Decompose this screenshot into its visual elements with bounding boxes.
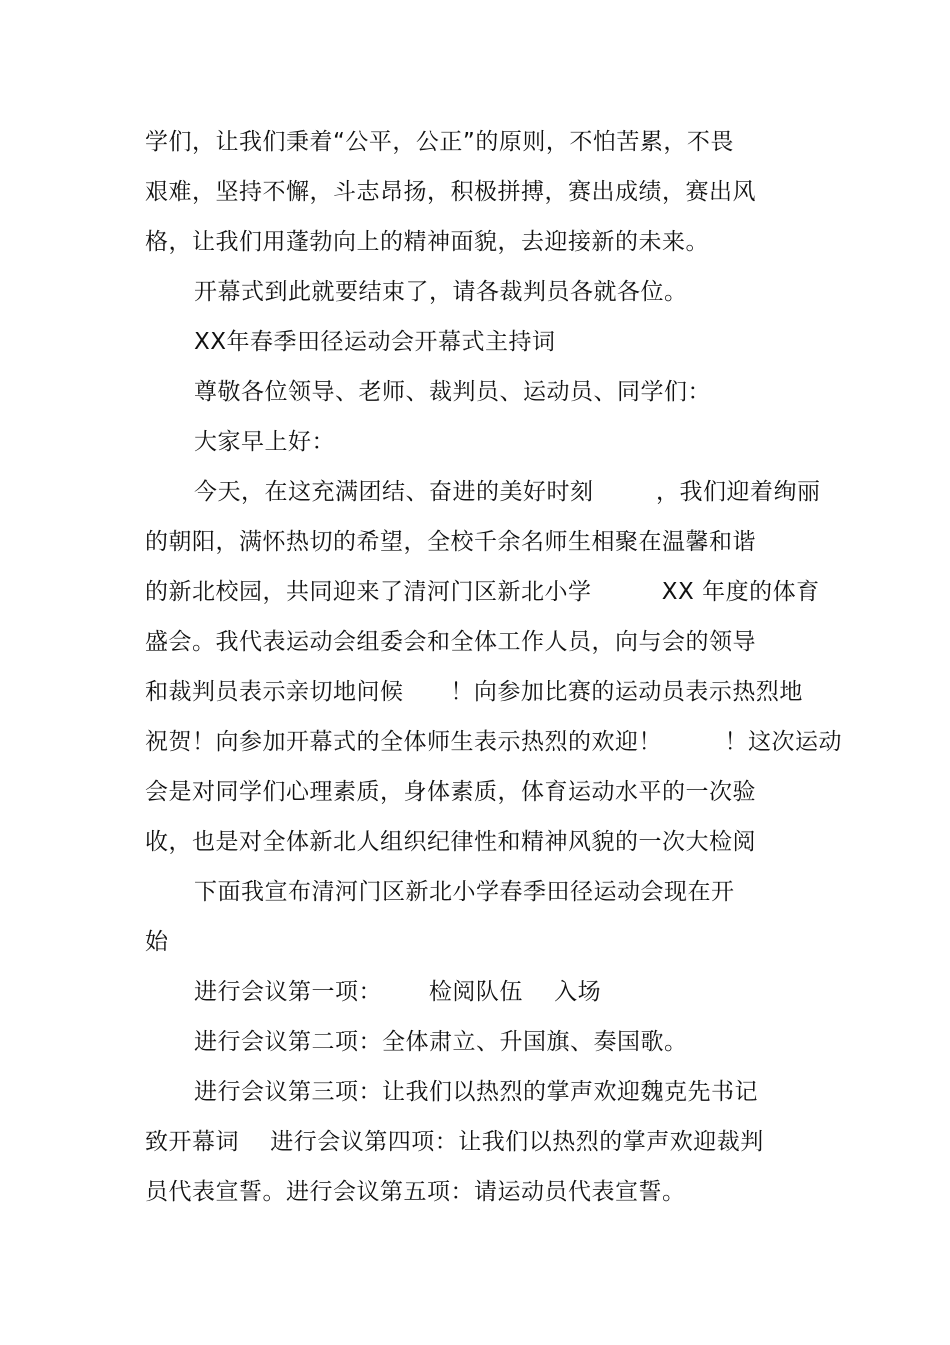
text-line: 艰难，坚持不懈，斗志昂扬，积极拼搏，赛出成绩，赛出风 [145, 179, 756, 205]
text-line: 下面我宣布清河门区新北小学春季田径运动会现在开 [194, 879, 735, 905]
agenda-item: 进行会议第一项： 检阅队伍 入场 [194, 979, 602, 1005]
agenda-item: 进行会议第二项：全体肃立、升国旗、奏国歌。 [194, 1029, 688, 1055]
text-line: 的新北校园，共同迎来了清河门区新北小学 XX 年度的体育 [145, 579, 820, 605]
text-line: 收，也是对全体新北人组织纪律性和精神风貌的一次大检阅 [145, 829, 756, 855]
text-line: 开幕式到此就要结束了，请各裁判员各就各位。 [194, 279, 688, 305]
text-line: 始 [145, 929, 169, 955]
agenda-item: 员代表宣誓。进行会议第五项：请运动员代表宣誓。 [145, 1179, 686, 1205]
text-line: 学们，让我们秉着“公平，公正”的原则，不怕苦累，不畏 [145, 129, 734, 155]
text-line: 格，让我们用蓬勃向上的精神面貌，去迎接新的未来。 [145, 229, 709, 255]
text-line: 会是对同学们心理素质，身体素质，体育运动水平的一次验 [145, 779, 756, 805]
text-line: 祝贺！向参加开幕式的全体师生表示热烈的欢迎！ ！这次运动 [145, 729, 842, 755]
agenda-item: 致开幕词 进行会议第四项：让我们以热烈的掌声欢迎裁判 [145, 1129, 764, 1155]
text-line: 盛会。我代表运动会组委会和全体工作人员，向与会的领导 [145, 629, 756, 655]
salutation: 尊敬各位领导、老师、裁判员、运动员、同学们： [194, 379, 711, 405]
greeting: 大家早上好： [194, 429, 335, 455]
text-line: 今天，在这充满团结、奋进的美好时刻 ，我们迎着绚丽 [194, 479, 821, 505]
section-title: XX年春季田径运动会开幕式主持词 [194, 329, 556, 355]
agenda-item: 进行会议第三项：让我们以热烈的掌声欢迎魏克先书记 [194, 1079, 758, 1105]
text-line: 和裁判员表示亲切地问候 ！向参加比赛的运动员表示热烈地 [145, 679, 803, 705]
text-line: 的朝阳，满怀热切的希望，全校千余名师生相聚在温馨和谐 [145, 529, 756, 555]
